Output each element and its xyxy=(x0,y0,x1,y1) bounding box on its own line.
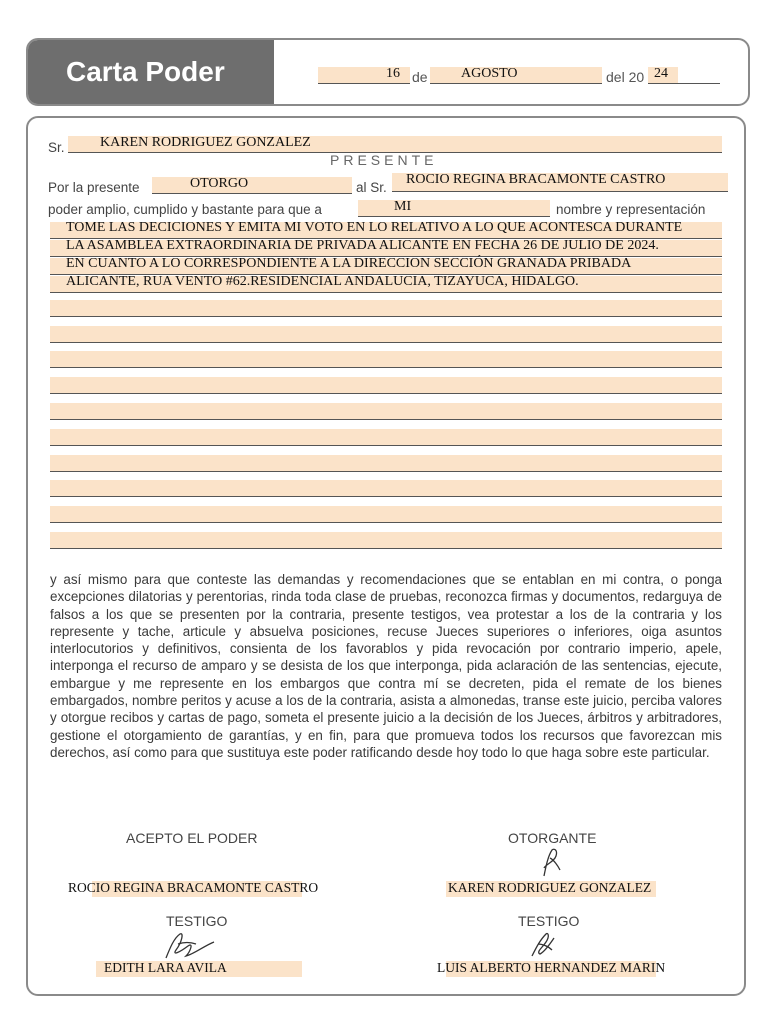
de-label: de xyxy=(412,69,428,85)
otorgante-signature xyxy=(536,846,566,878)
sr-label: Sr. xyxy=(48,140,65,155)
year-field-line xyxy=(648,83,720,84)
otorgante-label: OTORGANTE xyxy=(508,830,597,846)
testigo-1-signature xyxy=(160,928,218,962)
year-prefix-label: del 20 xyxy=(606,69,645,85)
testigo-2-label: TESTIGO xyxy=(518,913,580,929)
attorney-field-line xyxy=(392,191,728,192)
presente-heading: PRESENTE xyxy=(330,152,438,168)
blank-line[interactable] xyxy=(50,300,722,317)
por-la-presente-label: Por la presente xyxy=(48,180,140,195)
recipient-name[interactable]: KAREN RODRIGUEZ GONZALEZ xyxy=(100,135,311,150)
testigo-2-signature xyxy=(528,928,558,960)
month-field-line xyxy=(430,83,602,84)
blank-line[interactable] xyxy=(50,532,722,549)
blank-line[interactable] xyxy=(50,429,722,446)
acepto-el-poder-label: ACEPTO EL PODER xyxy=(126,830,258,846)
mi-field-line xyxy=(358,216,550,217)
blank-line[interactable] xyxy=(50,480,722,497)
day-field-line xyxy=(318,83,410,84)
attorney-name[interactable]: ROCIO REGINA BRACAMONTE CASTRO xyxy=(406,172,666,187)
purpose-text-line-1[interactable]: TOME LAS DECICIONES Y EMITA MI VOTO EN LO RELATIVO A LO QUE ACONTESCA DURANTE xyxy=(66,220,683,235)
otorgo-value[interactable]: OTORGO xyxy=(190,176,249,191)
otorgo-field-fill xyxy=(152,177,352,193)
purpose-text-line-4[interactable]: ALICANTE, RUA VENTO #62.RESIDENCIAL ANDALUCIA, TIZAYUCA, HIDALGO. xyxy=(66,274,579,289)
al-sr-label: al Sr. xyxy=(356,180,387,195)
date-day[interactable]: 16 xyxy=(386,66,400,81)
date-year[interactable]: 24 xyxy=(654,66,668,81)
legal-body-paragraph: y así mismo para que conteste las demandas y recomendaciones que se entablan en mi contra, o ponga excepciones dilatorias y perentorias, rinda toda clase de pruebas, reconozca firmas y documentos, redarguya de falsos a los que se presenten por la contraria, presente testigos, vea protestar a los de la contraria y los represente y tache, articule y absuelva posiciones, recuse Jueces superiores o inferiores, oiga asuntos interlocutorios y definitivos, consienta de los favorablos y pida revocación por contrario imperio, apele, interponga el recurso de amparo y se desista de los que interponga, pida aclaración de las sentencias, ejecute, embargue y me represente en los embargos que contra mí se decreten, pida el remate de los bienes embargados, nombre peritos y acuse a los de la contraria, asista a almonedas, transe este juicio, perciba valores y otorgue recibos y cartas de pago, someta el presente juicio a la decisión de los Jueces, árbitros y arbitradores, gestione el otorgamiento de garantías, y en fin, para que promueva todos los recursos que favorezcan mis derechos, así como para que sustituya este poder ratificando desde hoy todo lo que haga sobre este particular. xyxy=(50,572,722,760)
mi-field-fill xyxy=(358,200,550,216)
purpose-text-line-2[interactable]: LA ASAMBLEA EXTRAORDINARIA DE PRIVADA ALICANTE EN FECHA 26 DE JULIO DE 2024. xyxy=(66,238,659,253)
testigo-2-name[interactable]: LUIS ALBERTO HERNANDEZ MARIN xyxy=(437,960,666,975)
testigo-1-label: TESTIGO xyxy=(166,913,228,929)
blank-line[interactable] xyxy=(50,455,722,472)
acepto-name[interactable]: ROCIO REGINA BRACAMONTE CASTRO xyxy=(68,880,319,895)
nombre-label: nombre y representación xyxy=(556,202,706,217)
document-title: Carta Poder xyxy=(28,40,274,104)
otorgo-field-line xyxy=(152,193,352,194)
mi-value[interactable]: MI xyxy=(394,199,412,214)
blank-line[interactable] xyxy=(50,326,722,343)
date-month[interactable]: AGOSTO xyxy=(461,66,518,81)
testigo-1-name[interactable]: EDITH LARA AVILA xyxy=(104,960,227,975)
blank-line[interactable] xyxy=(50,351,722,368)
poder-label: poder amplio, cumplido y bastante para que a xyxy=(48,202,322,217)
blank-line[interactable] xyxy=(50,506,722,523)
blank-line[interactable] xyxy=(50,403,722,420)
blank-line[interactable] xyxy=(50,377,722,394)
purpose-text-line-3[interactable]: EN CUANTO A LO CORRESPONDIENTE A LA DIRECCION SECCIÓN GRANADA PRIBADA xyxy=(66,256,632,271)
otorgante-name[interactable]: KAREN RODRIGUEZ GONZALEZ xyxy=(448,880,652,895)
